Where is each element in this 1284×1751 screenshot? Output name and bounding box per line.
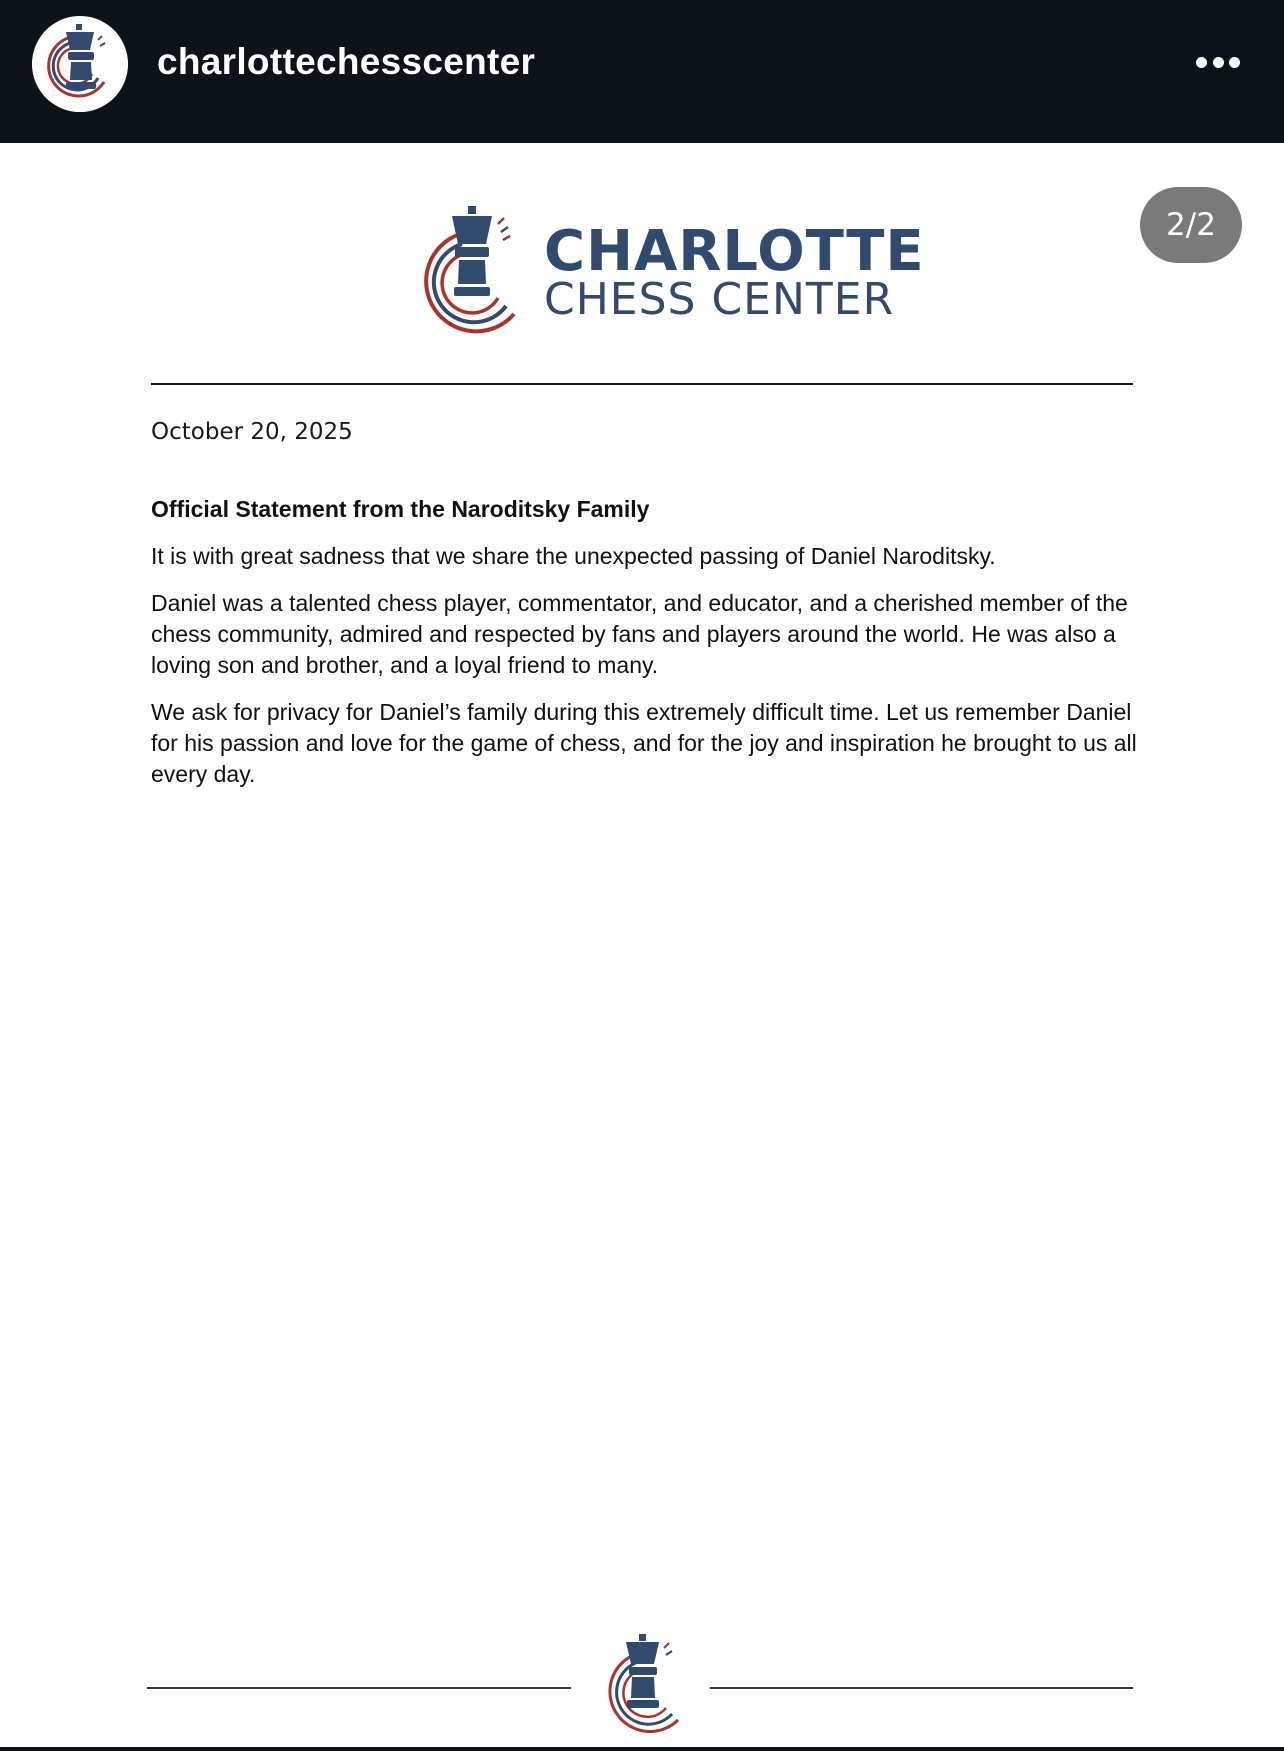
statement-paragraph: Daniel was a talented chess player, commentator, and educator, and a cherished member of the chess community, admired and respected by fans and players around the world. He was also a loving son and brother, and a loyal friend to many. [151, 590, 1128, 678]
logo-wordmark-line2: CHESS CENTER [544, 274, 895, 325]
more-options-button[interactable] [1184, 44, 1248, 80]
chess-king-logo-icon [32, 16, 128, 112]
chess-king-logo-icon [412, 200, 532, 340]
more-options-icon [1196, 57, 1207, 68]
chess-king-logo-icon [592, 1630, 692, 1740]
post-header [0, 0, 1284, 143]
footer-divider-left [147, 1687, 571, 1689]
bottom-edge [0, 1747, 1284, 1751]
footer-divider-right [710, 1687, 1133, 1689]
carousel-counter: 2/2 [1140, 187, 1242, 263]
statement-paragraph: We ask for privacy for Daniel’s family during this extremely difficult time. Let us remember Daniel for his passion and love for the game of chess, and for the joy and inspiration he brought to us all every day. [151, 699, 1137, 787]
account-username[interactable]: charlottechesscenter [157, 41, 536, 82]
header-divider [151, 383, 1133, 385]
footer-logo [592, 1630, 692, 1740]
more-options-icon [1213, 57, 1224, 68]
statement-date: October 20, 2025 [151, 419, 353, 445]
statement-paragraph: It is with great sadness that we share the unexpected passing of Daniel Naroditsky. [151, 543, 996, 569]
letterhead-logo [412, 200, 925, 340]
logo-wordmark-line1: CHARLOTTE [544, 219, 925, 284]
statement-heading: Official Statement from the Naroditsky Family [151, 496, 650, 522]
profile-avatar[interactable] [32, 16, 128, 112]
more-options-icon [1229, 57, 1240, 68]
statement-body [151, 494, 1141, 806]
